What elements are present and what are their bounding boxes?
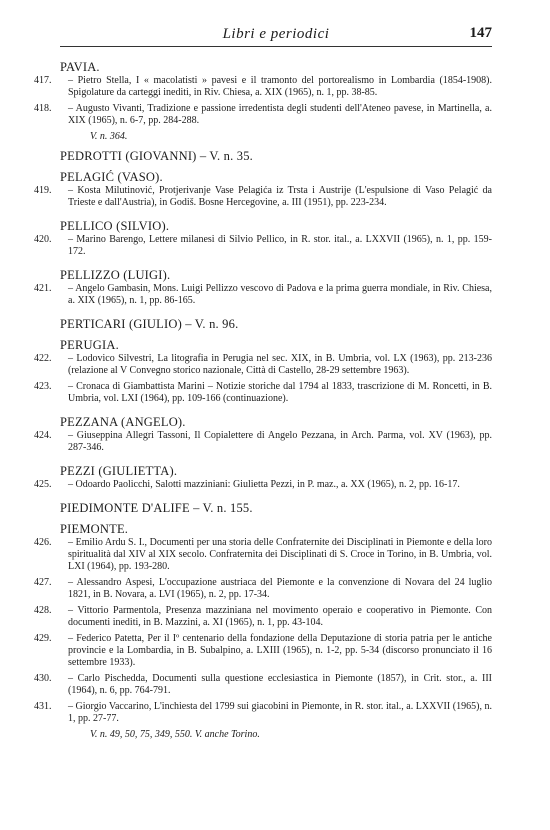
entry-text: – Giuseppina Allegri Tassoni, Il Copialettere di Angelo Pezzana, in Arch. Parma, vol. XV (1963), pp. 287-346. — [68, 430, 492, 453]
entry-text: – Marino Barengo, Lettere milanesi di Silvio Pellico, in R. stor. ital., a. LXXVII (1965), n. 1, pp. 159-172. — [68, 234, 492, 257]
page-number: 147 — [469, 25, 492, 41]
bibliography-entry — [34, 283, 492, 307]
bibliography-entry — [34, 605, 492, 629]
entry-text: – Pietro Stella, I « macolatisti » pavesi e il tramonto del portorealismo in Lombardia (1854-1908). Spigolature da carteggi inediti, in Riv. Chiesa, a. XIX (1965), n. 1, pp. 38-85. — [68, 75, 492, 98]
bibliography-entry — [34, 381, 492, 405]
section-heading: PERUGIA. — [60, 338, 119, 352]
bibliography-entry — [34, 185, 492, 209]
cross-reference-note: V. n. 49, 50, 75, 349, 550. V. anche Torino. — [90, 729, 260, 740]
entry-number: 424. — [34, 430, 52, 441]
section-heading: PEZZI (GIULIETTA). — [60, 464, 178, 478]
section-heading: PAVIA. — [60, 60, 100, 74]
entry-number: 430. — [34, 673, 52, 684]
entry-number: 426. — [34, 537, 52, 548]
bibliography-entry — [34, 234, 492, 258]
entry-number: 423. — [34, 381, 52, 392]
entry-number: 422. — [34, 353, 52, 364]
bibliography-entry — [34, 75, 492, 99]
entry-text: – Angelo Gambasin, Mons. Luigi Pellizzo vescovo di Padova e la prima guerra mondiale, in Riv. Chiesa, a. XIX (1965), n. 1, pp. 86-165. — [68, 283, 492, 306]
bibliography-entry — [34, 701, 492, 725]
cross-reference-note: V. n. 364. — [90, 131, 128, 142]
entry-number: 420. — [34, 234, 52, 245]
section-heading: PIEDIMONTE D'ALIFE – V. n. 155. — [60, 501, 253, 515]
entry-number: 425. — [34, 479, 52, 490]
entry-text: – Odoardo Paolicchi, Salotti mazziniani: Giulietta Pezzi, in P. maz., a. XX (1965), n. 2, pp. 16-17. — [68, 479, 460, 490]
section-heading: PIEMONTE. — [60, 522, 129, 536]
entry-text: – Lodovico Silvestri, La litografia in Perugia nel sec. XIX, in B. Umbria, vol. LX (1963), pp. 213-236 (relazione al V Convegno storico nazionale, Città di Castello, 28-29 settembre 1963). — [68, 353, 492, 376]
entry-number: 418. — [34, 103, 52, 114]
entry-text: – Kosta Milutinović, Protjerivanje Vase Pelagića iz Trsta i Austrije (L'espulsione di Vaso Pelagić da Trieste e dall'Austria), in Godiš. Bosne Hercegovine, a. III (1951), pp. 223-234. — [68, 185, 492, 208]
entry-text: – Emilio Ardu S. I., Documenti per una storia delle Confraternite dei Disciplinati in Piemonte e della loro spiritualità dal XIV al XIX secolo. Confraternita dei Disciplinati di S. Croce in Torino, in B. Umbria, vol. LXI (1964), pp. 193-280. — [68, 537, 492, 572]
bibliography-entry — [34, 673, 492, 697]
bibliography-entry — [34, 353, 492, 377]
entry-text: – Federico Patetta, Per il Iº centenario della fondazione della Deputazione di storia patria per le antiche provincie e la Lombardia, in B. Subalpino, a. LXIII (1965), n. 1-2, pp. 5-34 (discorso pronunciato il 16 settembre 1933). — [68, 633, 492, 668]
section-heading: PELAGIĆ (VASO). — [60, 170, 163, 184]
entry-text: – Cronaca di Giambattista Marini – Notizie storiche dal 1794 al 1833, trascrizione di M. Roncetti, in B. Umbria, vol. LXI (1964), pp. 109-166 (continuazione). — [68, 381, 492, 404]
section-heading: PEZZANA (ANGELO). — [60, 415, 186, 429]
running-title: Libri e periodici — [222, 26, 330, 42]
entry-number: 427. — [34, 577, 52, 588]
entry-text: – Carlo Pischedda, Documenti sulla questione ecclesiastica in Piemonte (1857), in Crit. stor., a. III (1964), n. 6, pp. 764-791. — [68, 673, 492, 696]
bibliography-entry — [34, 479, 492, 491]
bibliography-entry — [34, 537, 492, 573]
entry-text: – Alessandro Aspesi, L'occupazione austriaca del Piemonte e la convenzione di Novara del 24 luglio 1821, in B. Novara, a. LVI (1965), n. 2, pp. 17-34. — [68, 577, 492, 600]
entry-number: 419. — [34, 185, 52, 196]
entry-text: – Vittorio Parmentola, Presenza mazziniana nel movimento operaio e cooperativo in Piemonte. Con documenti inediti, in B. Mazzini, a. XI (1965), n. 1, pp. 43-104. — [68, 605, 492, 628]
running-header — [60, 26, 492, 47]
entry-number: 431. — [34, 701, 52, 712]
entry-number: 417. — [34, 75, 52, 86]
section-heading: PEDROTTI (GIOVANNI) – V. n. 35. — [60, 149, 254, 163]
entry-text: – Augusto Vivanti, Tradizione e passione irredentista degli studenti dell'Ateneo pavese, in Martinella, a. XIX (1965), n. 6-7, pp. 284-288. — [68, 103, 492, 126]
entry-number: 421. — [34, 283, 52, 294]
entry-number: 428. — [34, 605, 52, 616]
bibliography-entry — [34, 577, 492, 601]
bibliography-entry — [34, 103, 492, 127]
entry-number: 429. — [34, 633, 52, 644]
section-heading: PELLIZZO (LUIGI). — [60, 268, 171, 282]
bibliography-entry — [34, 430, 492, 454]
bibliography-body — [34, 60, 492, 741]
section-heading: PERTICARI (GIULIO) – V. n. 96. — [60, 317, 239, 331]
entry-text: – Giorgio Vaccarino, L'inchiesta del 1799 sui giacobini in Piemonte, in R. stor. ital., a. LXXVII (1965), n. 1, pp. 27-77. — [68, 701, 492, 724]
bibliography-entry — [34, 633, 492, 669]
section-heading: PELLICO (SILVIO). — [60, 219, 170, 233]
